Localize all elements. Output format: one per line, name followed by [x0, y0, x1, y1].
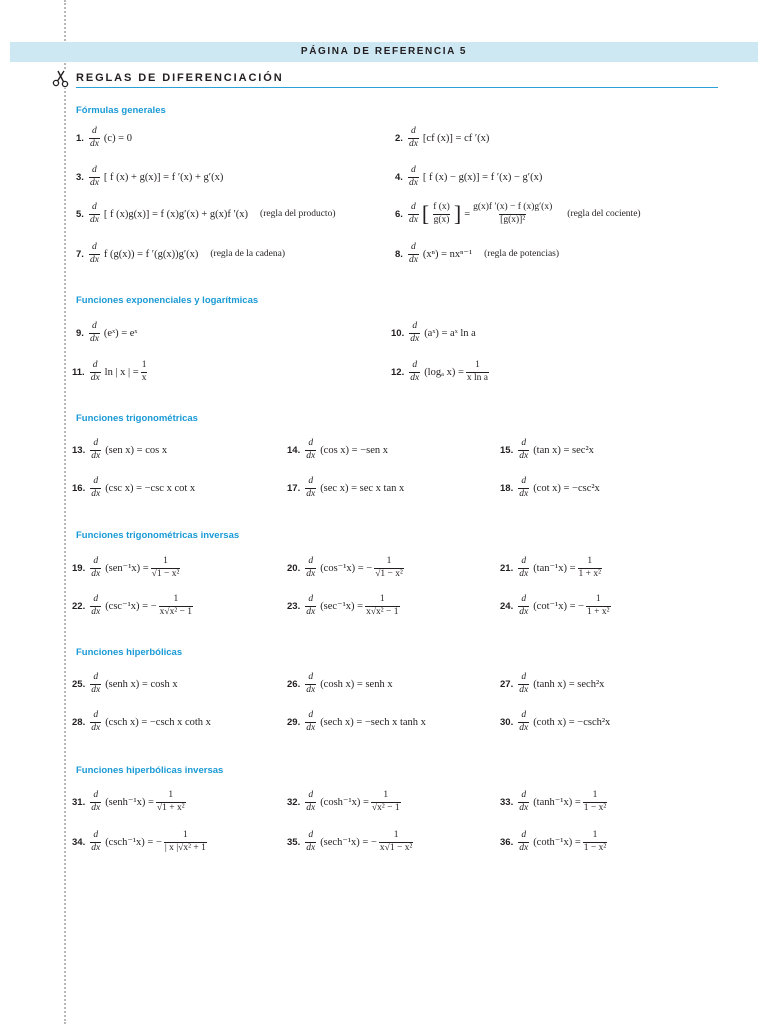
result-fraction	[156, 791, 186, 813]
fraction-numerator: 1	[393, 830, 399, 840]
formula-expression: (cot⁻¹x) = −	[533, 601, 585, 612]
fraction-denominator: 1 + x²	[587, 606, 610, 617]
derivative-dx: dx	[306, 450, 316, 461]
derivative-operator	[409, 361, 420, 383]
formula-35	[287, 826, 415, 858]
derivative-d: d	[93, 710, 99, 720]
derivative-d: d	[412, 321, 418, 331]
derivative-operator	[90, 673, 101, 695]
derivative-d: d	[308, 476, 314, 486]
formula-expression: ln | x | =	[104, 366, 139, 378]
fraction-denominator: g(x)	[433, 214, 450, 225]
derivative-d: d	[521, 830, 527, 840]
derivative-d: d	[93, 790, 99, 800]
result-fraction	[583, 831, 607, 853]
derivative-operator	[305, 791, 316, 813]
formula-11	[72, 356, 149, 388]
derivative-dx: dx	[519, 802, 529, 813]
formula-17	[287, 472, 404, 504]
fraction-denominator: 1 − x²	[583, 802, 607, 813]
derivative-operator	[305, 595, 316, 617]
derivative-dx: dx	[89, 177, 99, 188]
formula-expression: [ f (x) − g(x)] = f ′(x) − g′(x)	[422, 171, 543, 183]
formula-number: 22.	[72, 600, 86, 612]
formula-1	[76, 122, 132, 154]
derivative-operator	[408, 243, 419, 265]
fraction-denominator: x ln a	[466, 372, 488, 383]
derivative-dx: dx	[89, 254, 99, 265]
fraction-numerator: 1	[182, 830, 188, 840]
formula-number: 5.	[76, 208, 84, 220]
formula-26	[287, 668, 393, 700]
formula-number: 34.	[72, 836, 86, 848]
equals-sign: =	[464, 208, 471, 220]
right-bracket: ]	[453, 201, 462, 226]
derivative-operator	[408, 127, 419, 149]
derivative-dx: dx	[91, 488, 101, 499]
formula-number: 4.	[395, 171, 403, 183]
rule-note: (regla del producto)	[260, 209, 336, 219]
derivative-operator	[409, 322, 420, 344]
fraction-denominator: x	[141, 372, 147, 383]
fraction-numerator: 1	[386, 556, 392, 566]
heading-invtrig: Funciones trigonométricas inversas	[76, 530, 240, 541]
formula-number: 19.	[72, 562, 86, 574]
rule-note: (regla de la cadena)	[210, 249, 286, 259]
formula-expression: (sen⁻¹x) =	[105, 563, 149, 574]
formula-expression: [cf (x)] = cf ′(x)	[422, 132, 490, 144]
derivative-operator	[518, 557, 529, 579]
derivative-operator	[518, 673, 529, 695]
derivative-d: d	[93, 438, 99, 448]
derivative-d: d	[411, 165, 416, 175]
formula-9	[76, 317, 137, 349]
derivative-dx: dx	[410, 333, 420, 344]
formula-12	[391, 356, 491, 388]
formula-number: 26.	[287, 678, 301, 690]
derivative-d: d	[93, 672, 99, 682]
heading-hyp: Funciones hiperbólicas	[76, 647, 183, 658]
derivative-d: d	[308, 710, 314, 720]
formula-13	[72, 434, 167, 466]
formula-2	[395, 122, 489, 154]
cut-line	[64, 0, 66, 1024]
derivative-dx: dx	[408, 254, 418, 265]
formula-expression: (sec⁻¹x) =	[320, 601, 364, 612]
derivative-d: d	[93, 476, 99, 486]
derivative-dx: dx	[408, 138, 418, 149]
derivative-operator	[90, 439, 101, 461]
formula-22	[72, 590, 195, 622]
formula-number: 12.	[391, 366, 405, 378]
formula-number: 24.	[500, 600, 514, 612]
derivative-d: d	[92, 202, 97, 212]
formula-expression: (cosh x) = senh x	[320, 678, 393, 690]
result-fraction	[371, 791, 401, 813]
formula-36	[500, 826, 609, 858]
fraction-numerator: 1	[587, 556, 593, 566]
formula-24	[500, 590, 613, 622]
fraction-numerator: g(x)f ′(x) − f (x)g′(x)	[473, 202, 553, 212]
derivative-d: d	[92, 360, 98, 370]
page-header-band	[10, 42, 758, 62]
derivative-d: d	[308, 594, 314, 604]
derivative-operator	[408, 166, 419, 188]
derivative-operator	[90, 477, 101, 499]
fraction-numerator: 1	[475, 360, 480, 370]
derivative-d: d	[411, 126, 416, 136]
derivative-operator	[89, 203, 100, 225]
fraction-denominator: √1 − x²	[151, 568, 180, 579]
formula-expression: (coth x) = −csch²x	[533, 716, 611, 728]
formula-number: 13.	[72, 444, 86, 456]
formula-23	[287, 590, 402, 622]
result-fraction	[466, 361, 489, 383]
derivative-operator	[89, 127, 100, 149]
derivative-dx: dx	[408, 177, 418, 188]
formula-expression: (tan⁻¹x) =	[533, 563, 576, 574]
derivative-dx: dx	[306, 684, 316, 695]
formula-expression: (csc⁻¹x) = −	[105, 601, 157, 612]
formula-expression: (csc x) = −csc x cot x	[105, 482, 196, 494]
formula-19	[72, 552, 182, 584]
formula-number: 3.	[76, 171, 84, 183]
result-fraction	[586, 595, 610, 617]
derivative-operator	[305, 477, 316, 499]
fraction-numerator: f (x)	[433, 202, 450, 212]
formula-expression: (csch⁻¹x) = −	[105, 837, 162, 848]
derivative-d: d	[411, 242, 416, 252]
formula-expression: [ f (x)g(x)] = f (x)g′(x) + g(x)f ′(x)	[103, 208, 249, 220]
fraction-denominator: x√1 − x²	[379, 842, 413, 853]
derivative-dx: dx	[89, 138, 99, 149]
formula-number: 21.	[500, 562, 514, 574]
derivative-operator	[90, 595, 101, 617]
derivative-dx: dx	[90, 372, 100, 383]
derivative-operator	[90, 711, 101, 733]
formula-number: 23.	[287, 600, 301, 612]
formula-14	[287, 434, 388, 466]
fraction-denominator: x√x² − 1	[366, 606, 399, 617]
formula-expression: (logₐ x) =	[424, 366, 464, 378]
derivative-operator	[89, 166, 100, 188]
formula-5	[76, 198, 336, 230]
formula-7	[76, 238, 285, 270]
result-fraction	[159, 595, 193, 617]
formula-expression: (sech⁻¹x) = −	[320, 837, 377, 848]
formula-15	[500, 434, 594, 466]
derivative-d: d	[93, 594, 99, 604]
derivative-dx: dx	[519, 684, 529, 695]
derivative-dx: dx	[91, 606, 101, 617]
formula-number: 25.	[72, 678, 86, 690]
fraction-denominator: | x |√x² + 1	[164, 842, 206, 853]
derivative-dx: dx	[306, 488, 316, 499]
formula-number: 1.	[76, 132, 84, 144]
derivative-dx: dx	[519, 568, 529, 579]
derivative-operator	[305, 831, 316, 853]
formula-expression: (cos⁻¹x) = −	[320, 563, 373, 574]
formula-32	[287, 786, 403, 818]
derivative-d: d	[521, 790, 527, 800]
heading-general: Fórmulas generales	[76, 105, 166, 116]
result-fraction	[141, 361, 148, 383]
quotient-fraction	[432, 203, 451, 225]
derivative-d: d	[93, 830, 99, 840]
derivative-d: d	[411, 202, 416, 212]
fraction-denominator: 1 − x²	[583, 842, 607, 853]
formula-expression: (cosh⁻¹x) =	[320, 797, 369, 808]
formula-20	[287, 552, 406, 584]
derivative-dx: dx	[519, 842, 529, 853]
formula-number: 16.	[72, 482, 86, 494]
formula-number: 33.	[500, 796, 514, 808]
derivative-dx: dx	[89, 333, 99, 344]
derivative-operator	[518, 711, 529, 733]
formula-31	[72, 786, 188, 818]
derivative-operator	[90, 831, 101, 853]
formula-number: 10.	[391, 327, 405, 339]
result-fraction	[379, 831, 413, 853]
derivative-operator	[305, 711, 316, 733]
derivative-operator	[90, 361, 101, 383]
result-fraction	[578, 557, 602, 579]
derivative-d: d	[92, 242, 97, 252]
derivative-operator	[305, 439, 316, 461]
derivative-dx: dx	[91, 802, 101, 813]
rule-note: (regla de potencias)	[484, 249, 560, 259]
derivative-d: d	[308, 556, 314, 566]
derivative-d: d	[308, 672, 314, 682]
result-fraction	[151, 557, 181, 579]
derivative-d: d	[93, 556, 99, 566]
derivative-operator	[518, 595, 529, 617]
formula-number: 2.	[395, 132, 403, 144]
derivative-dx: dx	[410, 372, 420, 383]
formula-number: 6.	[395, 208, 403, 220]
formula-6	[395, 198, 641, 230]
result-fraction	[365, 595, 399, 617]
derivative-d: d	[308, 830, 314, 840]
result-fraction	[374, 557, 404, 579]
formula-number: 32.	[287, 796, 301, 808]
section-title: REGLAS DE DIFERENCIACIÓN	[76, 72, 284, 84]
derivative-d: d	[521, 710, 527, 720]
formula-30	[500, 706, 610, 738]
title-rule	[76, 87, 718, 88]
derivative-dx: dx	[306, 568, 316, 579]
derivative-operator	[518, 791, 529, 813]
formula-expression: (sec x) = sec x tan x	[320, 482, 405, 494]
formula-27	[500, 668, 604, 700]
formula-number: 18.	[500, 482, 514, 494]
derivative-d: d	[521, 556, 527, 566]
formula-expression: (sen x) = cos x	[105, 444, 168, 456]
fraction-numerator: 1	[168, 790, 174, 800]
derivative-dx: dx	[306, 722, 316, 733]
fraction-numerator: 1	[163, 556, 168, 566]
derivative-d: d	[521, 476, 527, 486]
formula-number: 29.	[287, 716, 301, 728]
derivative-operator	[305, 557, 316, 579]
result-fraction	[472, 203, 553, 225]
formula-18	[500, 472, 600, 504]
formula-number: 35.	[287, 836, 301, 848]
derivative-d: d	[521, 672, 527, 682]
derivative-dx: dx	[519, 606, 529, 617]
derivative-dx: dx	[519, 450, 529, 461]
formula-expression: (cos x) = −sen x	[320, 444, 389, 456]
formula-21	[500, 552, 604, 584]
formula-expression: (c) = 0	[103, 132, 132, 144]
derivative-d: d	[92, 321, 97, 331]
formula-expression: (eˣ) = eˣ	[103, 327, 138, 339]
derivative-d: d	[92, 126, 97, 136]
derivative-dx: dx	[408, 214, 418, 225]
formula-expression: (cot x) = −csc²x	[533, 482, 600, 494]
derivative-operator	[518, 831, 529, 853]
result-fraction	[164, 831, 207, 853]
heading-invhyp: Funciones hiperbólicas inversas	[76, 765, 224, 776]
heading-explog: Funciones exponenciales y logarítmicas	[76, 295, 259, 306]
formula-number: 30.	[500, 716, 514, 728]
page-reference-label: PÁGINA DE REFERENCIA 5	[300, 46, 468, 57]
fraction-numerator: 1	[383, 790, 389, 800]
derivative-dx: dx	[89, 214, 99, 225]
formula-number: 20.	[287, 562, 301, 574]
formula-expression: (senh⁻¹x) =	[105, 797, 154, 808]
fraction-denominator: √x² − 1	[371, 802, 400, 813]
derivative-dx: dx	[519, 722, 529, 733]
formula-number: 28.	[72, 716, 86, 728]
derivative-operator	[305, 673, 316, 695]
derivative-operator	[89, 243, 100, 265]
formula-expression: (coth⁻¹x) =	[533, 837, 581, 848]
left-bracket: [	[421, 201, 430, 226]
fraction-numerator: 1	[595, 594, 601, 604]
fraction-denominator: x√x² − 1	[159, 606, 193, 617]
formula-number: 17.	[287, 482, 301, 494]
formula-expression: f (g(x)) = f ′(g(x))g′(x)	[103, 248, 199, 260]
fraction-numerator: 1	[592, 790, 598, 800]
formula-8	[395, 238, 559, 270]
fraction-numerator: 1	[379, 594, 385, 604]
formula-number: 9.	[76, 327, 84, 339]
fraction-denominator: 1 + x²	[578, 568, 601, 579]
formula-expression: (xⁿ) = nxⁿ⁻¹	[422, 249, 473, 260]
formula-expression: (tanh⁻¹x) =	[533, 797, 581, 808]
derivative-d: d	[521, 594, 527, 604]
formula-number: 31.	[72, 796, 86, 808]
derivative-dx: dx	[91, 450, 101, 461]
result-fraction	[583, 791, 607, 813]
rule-note: (regla del cociente)	[567, 209, 641, 219]
fraction-numerator: 1	[141, 360, 147, 370]
derivative-d: d	[308, 438, 314, 448]
formula-3	[76, 161, 223, 193]
formula-expression: (tan x) = sec²x	[533, 444, 594, 456]
formula-number: 15.	[500, 444, 514, 456]
derivative-dx: dx	[91, 684, 101, 695]
scissors-icon	[52, 70, 70, 88]
derivative-operator	[408, 203, 419, 225]
formula-28	[72, 706, 211, 738]
formula-expression: (aˣ) = aˣ ln a	[424, 327, 476, 339]
derivative-dx: dx	[91, 842, 101, 853]
formula-expression: [ f (x) + g(x)] = f ′(x) + g′(x)	[103, 171, 224, 183]
derivative-dx: dx	[306, 606, 316, 617]
derivative-d: d	[521, 438, 527, 448]
derivative-dx: dx	[91, 722, 101, 733]
formula-16	[72, 472, 195, 504]
derivative-operator	[89, 322, 100, 344]
formula-29	[287, 706, 426, 738]
formula-number: 14.	[287, 444, 301, 456]
derivative-dx: dx	[306, 802, 316, 813]
derivative-operator	[90, 791, 101, 813]
formula-expression: (senh x) = cosh x	[105, 678, 178, 690]
fraction-denominator: [g(x)]²	[500, 214, 526, 225]
fraction-numerator: 1	[173, 594, 179, 604]
formula-33	[500, 786, 609, 818]
formula-expression: (csch x) = −csch x coth x	[105, 716, 211, 728]
formula-number: 27.	[500, 678, 514, 690]
derivative-d: d	[412, 360, 418, 370]
formula-25	[72, 668, 178, 700]
fraction-numerator: 1	[592, 830, 598, 840]
formula-number: 36.	[500, 836, 514, 848]
formula-number: 8.	[395, 248, 403, 260]
derivative-dx: dx	[306, 842, 316, 853]
formula-number: 7.	[76, 248, 84, 260]
formula-4	[395, 161, 542, 193]
derivative-d: d	[308, 790, 314, 800]
fraction-denominator: √1 − x²	[375, 568, 403, 579]
formula-10	[391, 317, 476, 349]
formula-number: 11.	[72, 366, 85, 378]
fraction-denominator: √1 + x²	[156, 802, 185, 813]
derivative-operator	[518, 477, 529, 499]
heading-trig: Funciones trigonométricas	[76, 413, 198, 424]
formula-expression: (sech x) = −sech x tanh x	[320, 716, 426, 728]
derivative-d: d	[92, 165, 97, 175]
formula-expression: (tanh x) = sech²x	[533, 678, 605, 690]
formula-34	[72, 826, 209, 858]
derivative-dx: dx	[519, 488, 529, 499]
derivative-dx: dx	[91, 568, 101, 579]
derivative-operator	[518, 439, 529, 461]
derivative-operator	[90, 557, 101, 579]
